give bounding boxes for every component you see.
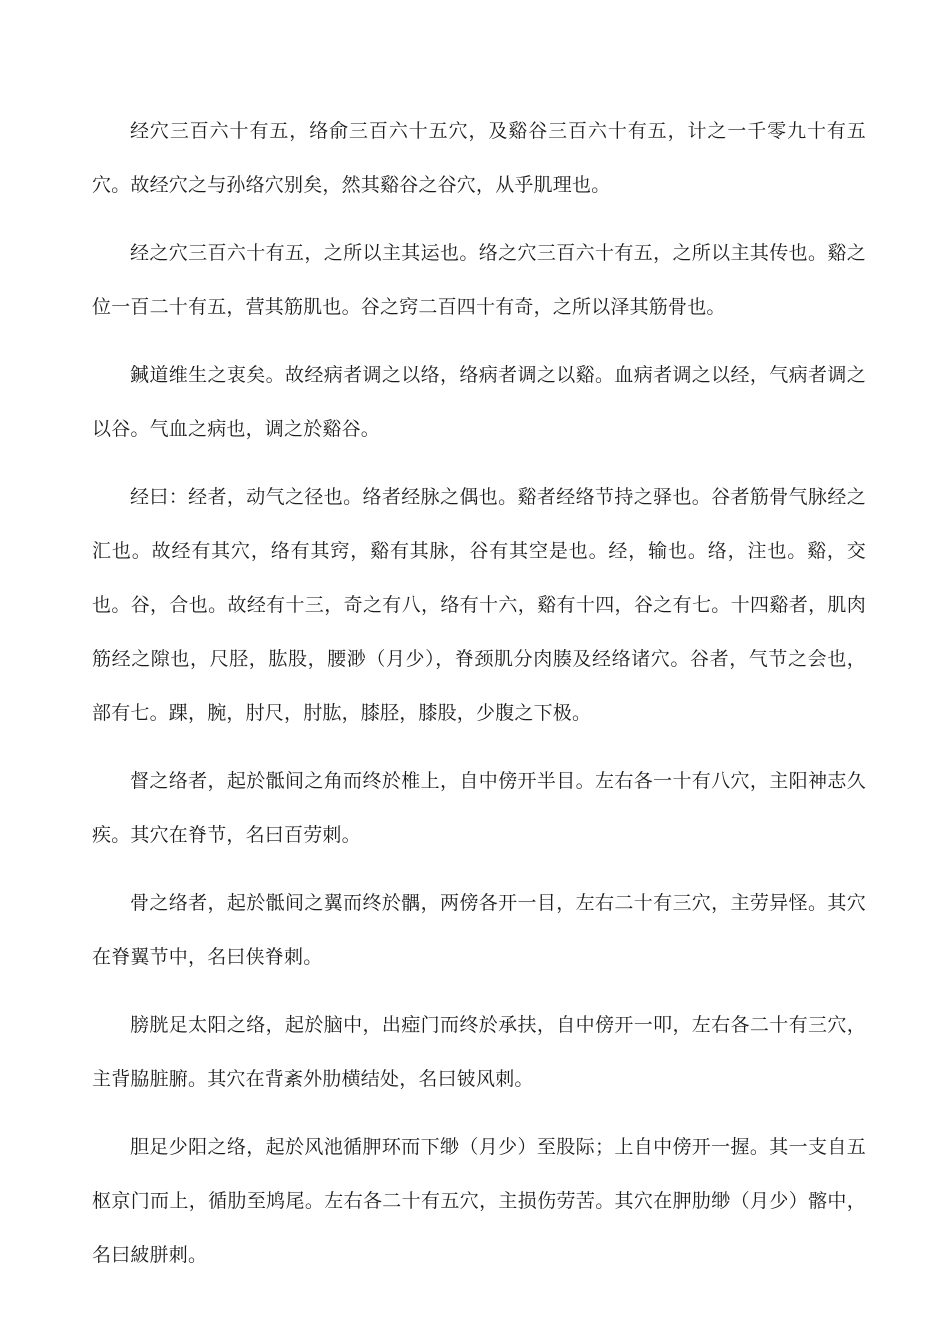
document-body [92,104,866,1296]
paragraph-8: 胆足少阳之络，起於风池循胛环而下缈（月少）至股际；上自中傍开一握。其一支自五枢京门而上，循肋至鸠尾。左右各二十有五穴，主损伤劳苦。其穴在胛肋缈（月少）髂中，名曰紴胼刺。 [92,1136,866,1266]
paragraph-7: 膀胱足太阳之络，起於脑中，出瘂门而终於承扶，自中傍开一叩，左右各二十有三穴，主背脇脏腑。其穴在背紊外肋横结处，名曰铍风刺。 [92,1014,866,1090]
paragraph-2: 经之穴三百六十有五，之所以主其运也。络之穴三百六十有五，之所以主其传也。谿之位一百二十有五，营其筋肌也。谷之窍二百四十有奇，之所以泽其筋骨也。 [92,242,866,318]
paragraph-3: 鍼道维生之衷矣。故经病者调之以络，络病者调之以谿。血病者调之以经，气病者调之以谷。气血之病也，调之於谿谷。 [92,364,866,440]
paragraph-1: 经穴三百六十有五，络俞三百六十五穴，及谿谷三百六十有五，计之一千零九十有五穴。故经穴之与孙络穴别矣，然其谿谷之谷穴，从乎肌理也。 [92,120,866,196]
paragraph-4: 经曰：经者，动气之径也。络者经脉之偶也。谿者经络节持之驿也。谷者筋骨气脉经之汇也。故经有其穴，络有其窍，谿有其脉，谷有其空是也。经，输也。络，注也。谿，交也。谷，合也。故经有十三，奇之有八，络有十六，谿有十四，谷之有七。十四谿者，肌肉筋经之隙也，尺胫，肱股，腰渺（月少），脊颈肌分肉腠及经络诸穴。谷者，气节之会也，部有七。踝，腕，肘尺，肘肱，膝胫，膝股，少腹之下极。 [92,486,866,724]
paragraph-6: 骨之络者，起於骶间之翼而终於髃，两傍各开一目，左右二十有三穴，主劳异怪。其穴在脊翼节中，名曰侠脊刺。 [92,892,866,968]
paragraph-5: 督之络者，起於骶间之角而终於椎上，自中傍开半目。左右各一十有八穴，主阳神志久疾。其穴在脊节，名曰百劳刺。 [92,770,866,846]
